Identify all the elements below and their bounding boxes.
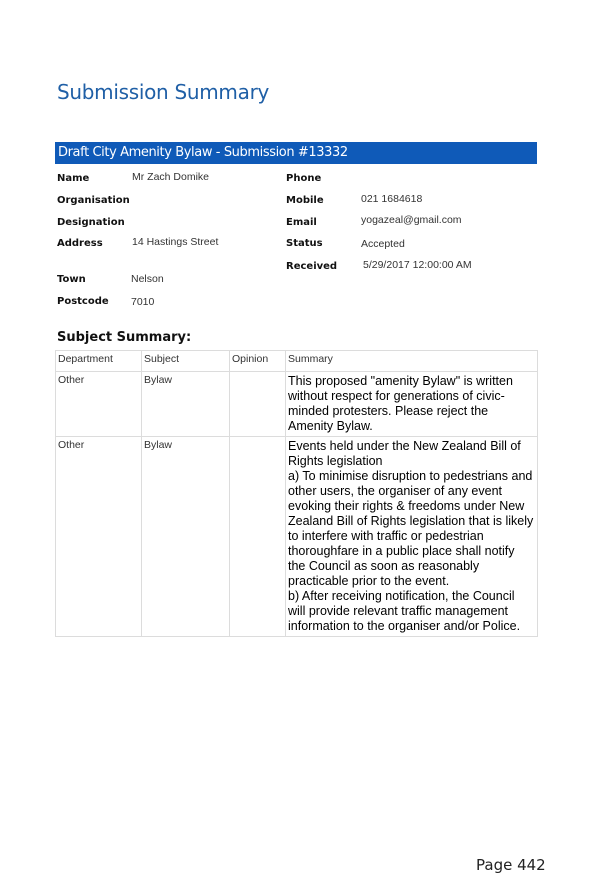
table-header-row bbox=[56, 351, 538, 372]
column-header-department: Department bbox=[56, 351, 142, 372]
subject-summary-heading: Subject Summary: bbox=[57, 330, 192, 345]
received-label: Received bbox=[286, 261, 338, 272]
column-header-subject: Subject bbox=[142, 351, 230, 372]
submission-header-text: Draft City Amenity Bylaw - Submission #13332 bbox=[58, 145, 348, 160]
subject-cell: Bylaw bbox=[142, 372, 230, 437]
postcode-value: 7010 bbox=[131, 296, 155, 308]
summary-cell bbox=[286, 437, 538, 637]
received-value: 5/29/2017 12:00:00 AM bbox=[363, 259, 472, 271]
address-label: Address bbox=[57, 238, 103, 249]
opinion-cell bbox=[230, 437, 286, 637]
summary-paragraph: This proposed "amenity Bylaw" is written without respect for generations of civic-minded protesters. Please reject the Amenity Bylaw. bbox=[288, 374, 513, 433]
address-value: 14 Hastings Street bbox=[132, 236, 219, 248]
town-value: Nelson bbox=[131, 273, 164, 285]
department-cell: Other bbox=[56, 437, 142, 637]
phone-label: Phone bbox=[286, 173, 322, 184]
town-label: Town bbox=[57, 274, 86, 285]
subject-cell: Bylaw bbox=[142, 437, 230, 637]
mobile-label: Mobile bbox=[286, 195, 324, 206]
column-header-summary: Summary bbox=[286, 351, 538, 372]
subject-summary-table bbox=[55, 350, 538, 637]
mobile-value: 021 1684618 bbox=[361, 193, 423, 205]
table-row bbox=[56, 437, 538, 637]
name-value: Mr Zach Domike bbox=[132, 171, 210, 183]
page-title: Submission Summary bbox=[57, 80, 270, 104]
designation-label: Designation bbox=[57, 217, 125, 228]
status-value: Accepted bbox=[361, 238, 405, 250]
status-label: Status bbox=[286, 238, 323, 249]
email-label: Email bbox=[286, 217, 317, 228]
column-header-opinion: Opinion bbox=[230, 351, 286, 372]
name-label: Name bbox=[57, 173, 90, 184]
table-row bbox=[56, 372, 538, 437]
summary-paragraph: a) To minimise disruption to pedestrians and other users, the organiser of any event evoking their rights & freedoms under New Zealand Bill of Rights legislation that is likely to interfere with traffic or pedestrian thoroughfare in a public place shall notify the Council as soon as reasonably practicable prior to the event. bbox=[288, 469, 534, 588]
postcode-label: Postcode bbox=[57, 296, 109, 307]
summary-cell bbox=[286, 372, 538, 437]
email-value: yogazeal@gmail.com bbox=[361, 214, 462, 226]
submission-header-bar bbox=[55, 142, 537, 164]
summary-paragraph: Events held under the New Zealand Bill of Rights legislation bbox=[288, 439, 521, 468]
opinion-cell bbox=[230, 372, 286, 437]
organisation-label: Organisation bbox=[57, 195, 130, 206]
department-cell: Other bbox=[56, 372, 142, 437]
page-number: Page 442 bbox=[476, 856, 546, 874]
summary-paragraph: b) After receiving notification, the Council will provide relevant traffic management information to the organiser and/or Police. bbox=[288, 589, 521, 633]
